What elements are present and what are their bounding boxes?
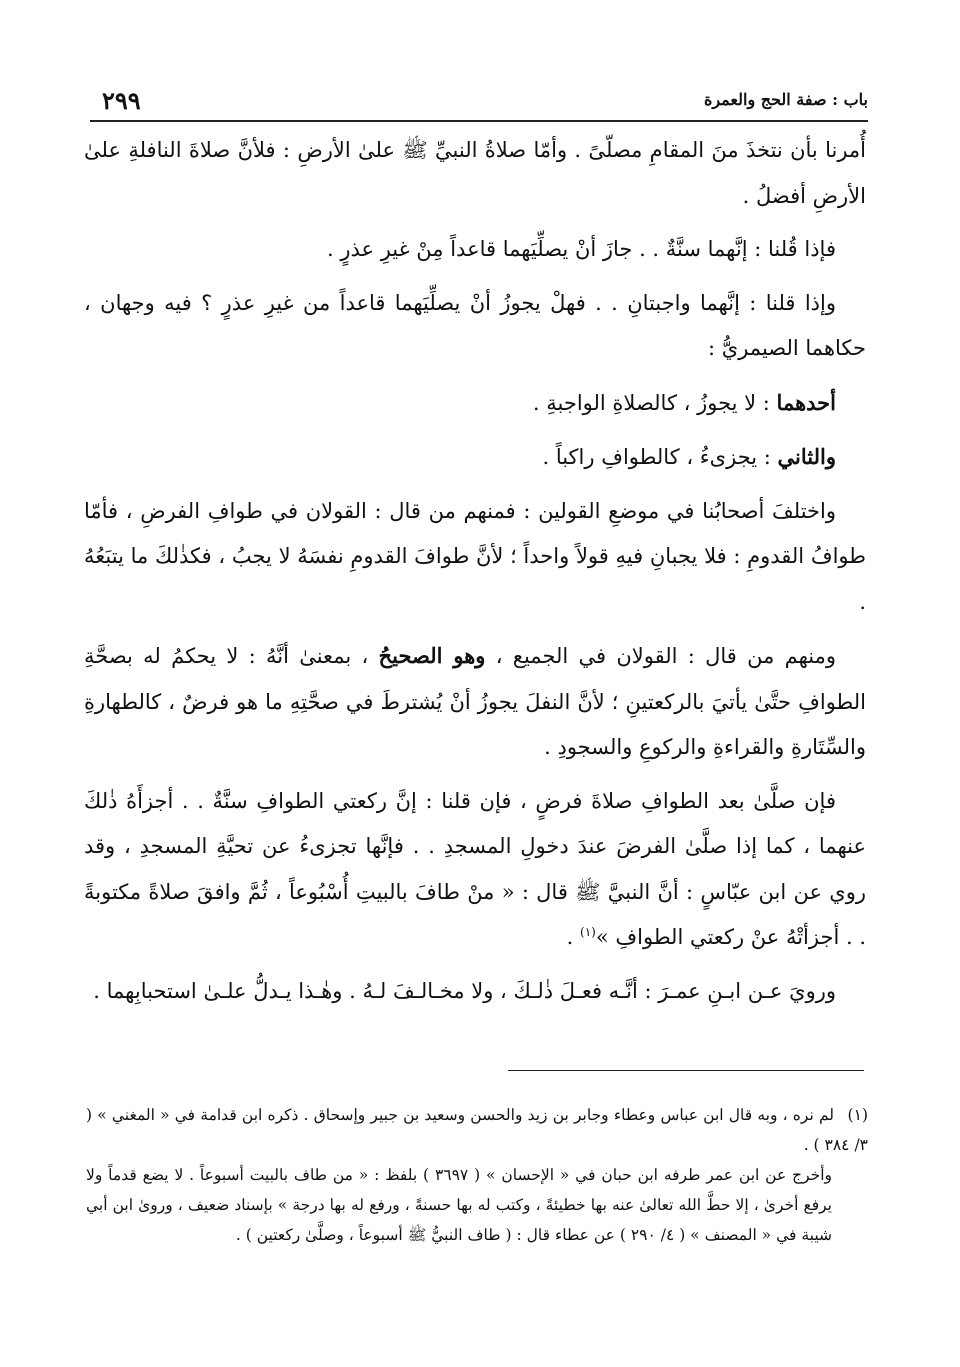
footnote-ref: (١) [580,925,596,939]
chapter-title: باب : صفة الحج والعمرة [703,90,868,109]
paragraph-7-end: ، بمعنىٰ أنَّهُ : لا يحكمُ له بصحَّةِ الطوافِ حتَّىٰ يأتيَ بالركعتينِ ؛ لأنَّ النفلَ يجوزُ أنْ يُشترطَ في صحَّتِهِ ما هو فرضٌ ، كالطهارةِ والسِّتَارةِ والقراءةِ والركوعِ والسجودِ . [84,644,866,759]
paragraph-5-text: : يجزىءُ ، كالطوافِ راكباً . [542,445,778,469]
paragraph-8 [84,779,866,961]
header-rule [90,120,868,122]
paragraph-8-end: . [566,925,581,949]
paragraph-8-text: فإن صلَّىٰ بعد الطوافِ صلاةَ فرضٍ ، فإن قلنا : إنَّ ركعتي الطوافِ سنَّةٌ . . أجزأَهُ ذٰلكَ عنهما ، كما إذا صلَّىٰ الفرضَ عندَ دخولِ المسجدِ . . فإنَّها تجزىءُ عن تحيَّةِ المسجدِ ، وقد روي عن ابن عبّاسٍ : أنَّ النبيَّ ﷺ قال : « منْ طافَ بالبيتِ أُسْبُوعاً ، ثُمَّ وافقَ صلاةً مكتوبةً . . أجزأتْهُ عنْ ركعتي الطوافِ » [84,788,866,949]
paragraph-9: ورويَ عـن ابـنِ عمـرَ : أنَّـه فعـلَ ذٰلـكَ ، ولا مخـالـفَ لـهُ . وهٰـذا يـدلُّ علـىٰ استحبابِهما . [93,978,836,1003]
paragraph-6: واختلفَ أصحابُنا في موضعِ القولين : فمنهم من قال : القولان في طوافِ الفرضِ ، فأمّا طوافُ القدومِ : فلا يجبانِ فيهِ قولاً واحداً ؛ لأنَّ طوافَ القدومِ نفسَهُ لا يجبُ ، فكذٰلكَ ما يتبَعُهُ . [84,498,866,614]
paragraph-7 [84,633,866,771]
footnote-1-continuation: وأخرج عن ابن عمر طرفه ابن حبان في « الإحسان » ( ٣٦٩٧ ) بلفظ : « من طاف بالبيت أسبوعاً . لا يضع قدماً ولا يرفع أخرىٰ ، إلا حطَّ الله تعالىٰ عنه بها خطيئةً ، وكتب له بها حسنةً ، ورفع له بها درجة » بإسناد ضعيف ، وروىٰ ابن أبي شيبة في « المصنف » ( ٤/ ٢٩٠ ) عن عطاء قال : ( طاف النبيُّ ﷺ أسبوعاً ، وصلَّىٰ ركعتين ) . [86,1166,832,1244]
paragraph-4 [84,380,866,427]
term-second: والثاني [777,444,836,469]
footnote-1 [86,1100,868,1160]
term-first: أحدهما [776,389,836,415]
paragraph-7-start: ومنهم من قال : القولان في الجميع ، [485,644,836,668]
paragraph-3: وإذا قلنا : إنَّهما واجبتانِ . . فهلْ يجوزُ أنْ يصلِّيَهما قاعداً من غيرِ عذرٍ ؟ فيه وجهان ، حكاهما الصيمريُّ : [84,290,866,360]
term-correct: وهو الصحيحُ [378,643,486,668]
page-number: ٢٩٩ [102,86,141,115]
page-header [90,86,868,122]
footnote-divider [508,1070,864,1071]
main-text [84,128,866,1022]
footnote-1-text: لم نره ، وبه قال ابن عباس وعطاء وجابر بن زيد والحسن وسعيد بن جبير وإسحاق . ذكره ابن قدامة في « المغني » ( ٣/ ٣٨٤ ) . [86,1106,868,1154]
footnote-number: (١) [847,1106,868,1124]
footnotes [86,1100,868,1250]
paragraph-4-text: : لا يجوزُ ، كالصلاةِ الواجبةِ . [532,390,777,415]
paragraph-1: أُمرنا بأن نتخذَ منَ المقامِ مصلّىً . وأمّا صلاةُ النبيِّ ﷺ علىٰ الأرضِ : فلأنَّ صلاةَ النافلةِ علىٰ الأرضِ أفضلُ . [84,138,866,208]
paragraph-5 [84,434,866,481]
paragraph-2: فإذا قُلنا : إنَّهما سنَّةٌ . . جازَ أنْ يصلِّيَهما قاعداً مِنْ غيرِ عذرٍ . [327,237,836,261]
